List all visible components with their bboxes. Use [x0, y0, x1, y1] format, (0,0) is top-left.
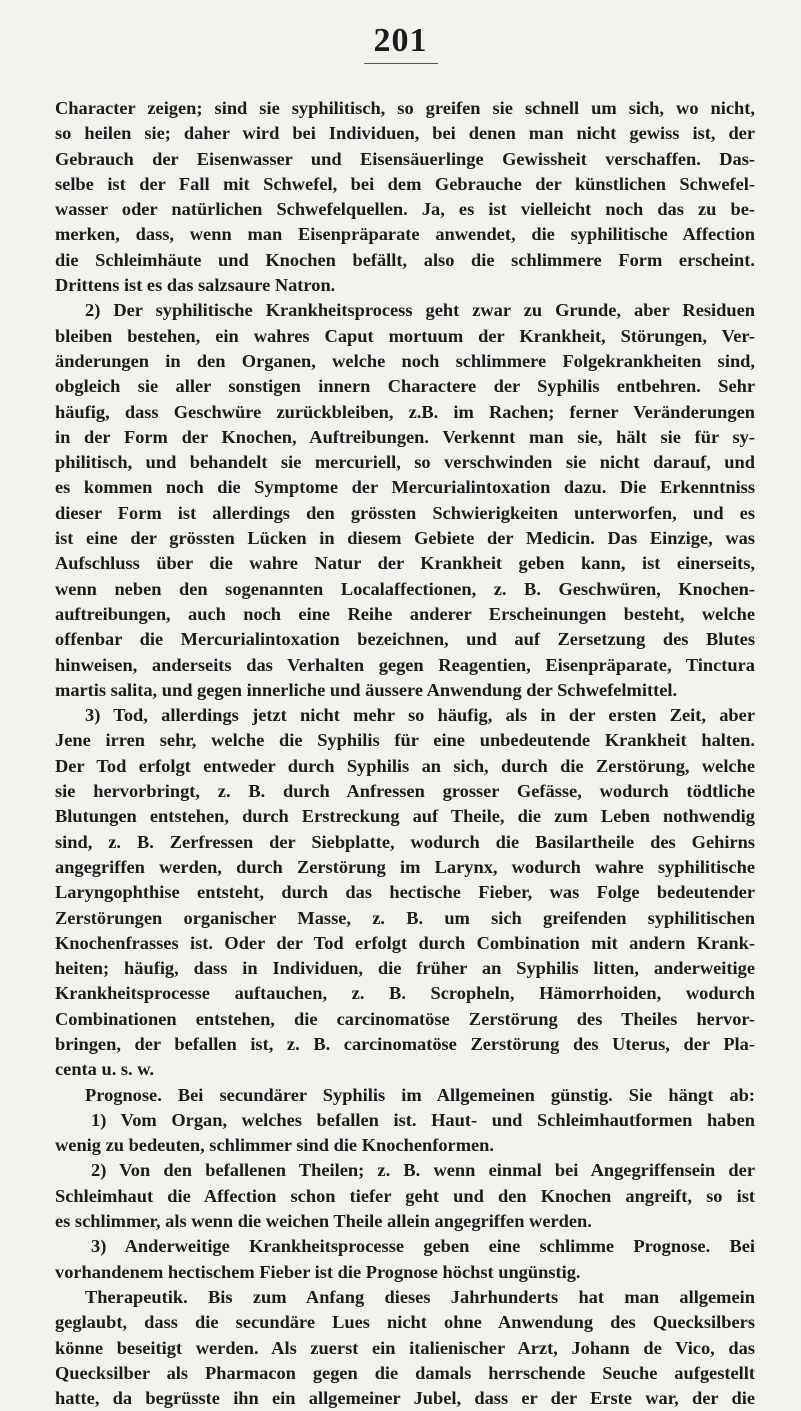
text-line: centa u. s. w. [55, 1059, 155, 1080]
text-line: geglaubt, dass die secundäre Lues nicht ohne Anwendung des Quecksilbers [55, 1312, 755, 1333]
text-line: Jene irren sehr, welche die Syphilis für eine unbedeutende Krankheit halten. [55, 730, 755, 751]
text-line: philitisch, und behandelt sie mercuriell, so verschwinden sie nicht darauf, und [55, 452, 755, 473]
text-line: Aufschluss über die wahre Natur der Krankheit geben kann, ist einerseits, [55, 553, 755, 574]
text-line: Drittens ist es das salzsaure Natron. [55, 275, 336, 296]
body-text [55, 96, 755, 1411]
text-line: Der Tod erfolgt entweder durch Syphilis an sich, durch die Zerstörung, welche [55, 755, 755, 776]
text-line: obgleich sie aller sonstigen innern Charactere der Syphilis entbehren. Sehr [55, 376, 755, 397]
text-line: Laryngophthise entsteht, durch das hectische Fieber, was Folge bedeutender [55, 882, 755, 903]
text-line: Schleimhaut die Affection schon tiefer geht und den Knochen angreift, so ist [55, 1185, 755, 1206]
text-line: Knochenfrasses ist. Oder der Tod erfolgt durch Combination mit andern Krank- [55, 932, 755, 953]
text-line: so heilen sie; daher wird bei Individuen, bei denen man nicht gewiss ist, der [55, 123, 755, 144]
text-line: sie hervorbringt, z. B. durch Anfressen grosser Gefässe, wodurch tödtliche [55, 781, 755, 802]
text-line: auftreibungen, auch noch eine Reihe anderer Erscheinungen besteht, welche [55, 603, 755, 624]
text-line: martis salita, und gegen innerliche und äussere Anwendung der Schwefelmittel. [55, 679, 678, 700]
text-line: Character zeigen; sind sie syphilitisch, so greifen sie schnell um sich, wo nicht, [55, 98, 755, 118]
text-line: Combinationen entstehen, die carcinomatöse Zerstörung des Theiles hervor- [55, 1008, 755, 1029]
text-line: wenig zu bedeuten, schlimmer sind die Knochenformen. [55, 1135, 494, 1156]
text-line: in der Form der Knochen, Auftreibungen. Verkennt man sie, hält sie für sy- [55, 426, 755, 447]
text-line: 3) Anderweitige Krankheitsprocesse geben eine schlimme Prognose. Bei [91, 1236, 755, 1257]
text-line: Quecksilber als Pharmacon gegen die damals herrschende Seuche aufgestellt [55, 1362, 755, 1383]
text-line: Gebrauch der Eisenwasser und Eisensäuerlinge Gewissheit verschaffen. Das- [55, 148, 755, 169]
text-line: 2) Von den befallenen Theilen; z. B. wenn einmal bei Angegriffensein der [91, 1160, 755, 1181]
text-line: ist eine der grössten Lücken in diesem Gebiete der Medicin. Das Einzige, was [55, 528, 755, 549]
text-line: häufig, dass Geschwüre zurückbleiben, z.B. im Rachen; ferner Veränderungen [55, 401, 755, 422]
text-line: Krankheitsprocesse auftauchen, z. B. Scropheln, Hämorrhoiden, wodurch [55, 983, 755, 1004]
text-line: könne beseitigt werden. Als zuerst ein italienischer Arzt, Johann de Vico, das [55, 1337, 755, 1358]
text-line: bleiben bestehen, ein wahres Caput mortuum der Krankheit, Störungen, Ver- [55, 325, 755, 346]
text-line: wasser oder natürlichen Schwefelquellen. Ja, es ist vielleicht noch das zu be- [55, 199, 755, 220]
text-line: dieser Form ist allerdings den grössten Schwierigkeiten unterworfen, und es [55, 502, 755, 523]
text-line: angegriffen werden, durch Zerstörung im Larynx, wodurch wahre syphilitische [55, 856, 755, 877]
text-line: hatte, da begrüsste ihn ein allgemeiner Jubel, dass er der Erste war, der die [55, 1388, 755, 1409]
text-line: 3) Tod, allerdings jetzt nicht mehr so häufig, als in der ersten Zeit, aber [85, 705, 755, 726]
text-line: die Schleimhäute und Knochen befällt, also die schlimmere Form erscheint. [55, 249, 755, 270]
text-line: sind, z. B. Zerfressen der Siebplatte, wodurch die Basilartheile des Gehirns [55, 831, 755, 852]
text-line: bringen, der befallen ist, z. B. carcinomatöse Zerstörung des Uterus, der Pla- [55, 1033, 755, 1054]
text-line: merken, dass, wenn man Eisenpräparate anwendet, die syphilitische Affection [55, 224, 755, 245]
text-line: 2) Der syphilitische Krankheitsprocess geht zwar zu Grunde, aber Residuen [85, 300, 755, 321]
text-line: es schlimmer, als wenn die weichen Theile allein angegriffen werden. [55, 1211, 592, 1232]
text-line: Zerstörungen organischer Masse, z. B. um sich greifenden syphilitischen [55, 907, 755, 928]
text-line: selbe ist der Fall mit Schwefel, bei dem Gebrauche der künstlichen Schwefel- [55, 173, 755, 194]
text-line: vorhandenem hectischem Fieber ist die Prognose höchst ungünstig. [55, 1261, 581, 1282]
text-line: 1) Vom Organ, welches befallen ist. Haut- und Schleimhautformen haben [91, 1109, 755, 1130]
text-line: änderungen in den Organen, welche noch schlimmere Folgekrankheiten sind, [55, 350, 755, 371]
text-line: es kommen noch die Symptome der Mercurialintoxation dazu. Die Erkenntniss [55, 477, 755, 498]
text-line: hinweisen, anderseits das Verhalten gegen Reagentien, Eisenpräparate, Tinctura [55, 654, 755, 675]
text-line: offenbar die Mercurialintoxation bezeichnen, und auf Zersetzung des Blutes [55, 629, 755, 650]
text-line: wenn neben den sogenannten Localaffectionen, z. B. Geschwüren, Knochen- [55, 578, 755, 599]
page-number: 201 [0, 22, 801, 64]
section-heading-therapeutik: Therapeutik. Bis zum Anfang dieses Jahrhunderts hat man allgemein [85, 1286, 755, 1307]
section-heading-prognose: Prognose. Bei secundärer Syphilis im Allgemeinen günstig. Sie hängt ab: [85, 1084, 755, 1105]
text-line: heiten; häufig, dass in Individuen, die früher an Syphilis litten, anderweitige [55, 958, 755, 979]
text-line: Blutungen entstehen, durch Erstreckung auf Theile, die zum Leben nothwendig [55, 806, 755, 827]
